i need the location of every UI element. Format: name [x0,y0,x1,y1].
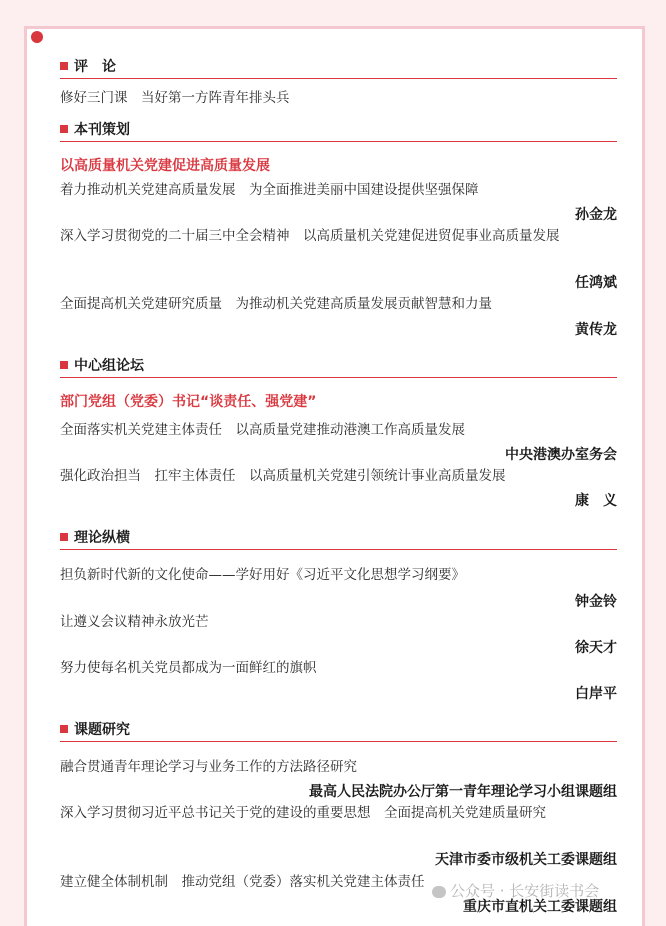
wechat-icon [432,886,446,898]
section-title: 中心组论坛 [74,358,144,374]
section-title: 本刊策划 [74,122,130,138]
watermark [432,880,599,901]
section-subhead: 以高质量机关党建促进高质量发展 [60,158,270,174]
section-subhead: 部门党组（党委）书记“谈责任、强党建” [60,394,317,410]
toc-author: 最高人民法院办公厅第一青年理论学习小组课题组 [309,784,617,800]
section-title: 课题研究 [74,722,130,738]
watermark-text: 公众号 · 长安街读书会 [450,882,600,900]
toc-entry[interactable]: 融合贯通青年理论学习与业务工作的方法路径研究 [60,759,357,775]
section-title: 评 论 [74,59,116,75]
section-marker-icon [60,725,68,733]
toc-entry[interactable]: 努力使每名机关党员都成为一面鲜红的旗帜 [60,660,317,676]
section-header-theory [60,527,617,550]
section-title: 理论纵横 [74,530,130,546]
section-header-feature [60,119,617,142]
toc-entry[interactable]: 深入学习贯彻习近平总书记关于党的建设的重要思想 全面提高机关党建质量研究 [60,805,546,821]
toc-author: 重庆市直机关工委课题组 [463,899,617,915]
toc-entry[interactable]: 深入学习贯彻党的二十届三中全会精神 以高质量机关党建促进贸促事业高质量发展 [60,228,560,244]
section-marker-icon [60,361,68,369]
toc-author: 白岸平 [575,686,617,702]
toc-author: 钟金铃 [575,594,617,610]
section-marker-icon [60,62,68,70]
section-header-research [60,719,617,742]
toc-entry[interactable]: 担负新时代新的文化使命——学好用好《习近平文化思想学习纲要》 [60,567,465,583]
toc-author: 天津市委市级机关工委课题组 [435,852,617,868]
section-marker-icon [60,125,68,133]
toc-author: 徐天才 [575,640,617,656]
toc-entry[interactable]: 着力推动机关党建高质量发展 为全面推进美丽中国建设提供坚强保障 [60,182,479,198]
section-header-forum [60,355,617,378]
toc-author: 中央港澳办室务会 [505,447,617,463]
toc-author: 黄传龙 [575,322,617,338]
section-marker-icon [60,533,68,541]
toc-entry[interactable]: 全面落实机关党建主体责任 以高质量党建推动港澳工作高质量发展 [60,422,465,438]
toc-author: 康 义 [575,493,617,509]
toc-entry[interactable]: 建立健全体制机制 推动党组（党委）落实机关党建主体责任 [60,874,425,890]
toc-entry[interactable]: 修好三门课 当好第一方阵青年排头兵 [60,90,290,106]
toc-entry[interactable]: 全面提高机关党建研究质量 为推动机关党建高质量发展贡献智慧和力量 [60,296,492,312]
toc-author: 任鸿斌 [575,275,617,291]
section-header-commentary [60,56,617,79]
toc-entry[interactable]: 让遵义会议精神永放光芒 [60,614,209,630]
toc-author: 孙金龙 [575,207,617,223]
toc-entry[interactable]: 强化政治担当 扛牢主体责任 以高质量机关党建引领统计事业高质量发展 [60,468,506,484]
decor-dot-icon [31,31,43,43]
